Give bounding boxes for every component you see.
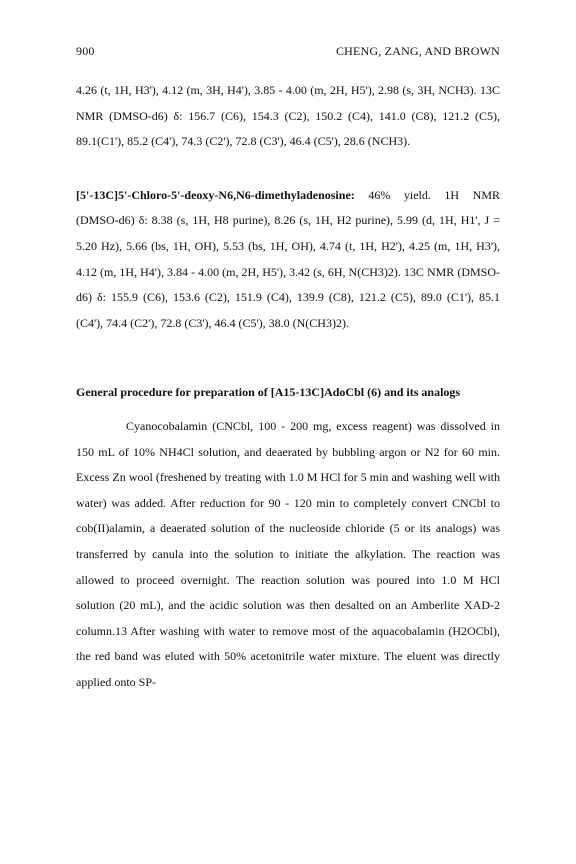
nmr-data-continued xyxy=(76,78,500,155)
running-head xyxy=(76,44,500,62)
page-number: 900 xyxy=(76,44,95,58)
paragraph-text: 4.26 (t, 1H, H3'), 4.12 (m, 3H, H4'), 3.85 - 4.00 (m, 2H, H5'), 2.98 (s, 3H, NCH3). 13C NMR (DMSO-d6) δ: 156.7 (C6), 154.3 (C2), 150.2 (C4), 141.0 (C8), 121.2 (C5), 89.1(C1'), 85.2 (C4'), 74.3 (C2'), 72.8 (C3'), 46.4 (C5'), 28.6 (NCH3). xyxy=(76,83,500,149)
procedure-text: Cyanocobalamin (CNCbl, 100 - 200 mg, excess reagent) was dissolved in 150 mL of 10% NH4Cl solution, and deaerated by bubbling argon or N2 for 60 min. Excess Zn wool (freshened by treating with 1.0 M HCl for 5 min and washing well with water) was added. After reduction for 90 - 120 min to completely convert CNCbl to cob(II)alamin, a deaerated solution of the nucleoside chloride (5 or its analogs) was transferred by canula into the solution to initiate the alkylation. The reaction was allowed to proceed overnight. The reaction solution was poured into 1.0 M HCl solution (20 mL), and the acidic solution was then desalted on an Amberlite XAD-2 column.13 After washing with water to remove most of the aquacobalamin (H2OCbl), the red band was eluted with 50% acetonitrile water mixture. The eluent was directly applied onto SP- xyxy=(76,418,500,689)
document-page xyxy=(76,44,500,695)
section-heading: General procedure for preparation of [A15-13C]AdoCbl (6) and its analogs xyxy=(76,385,461,400)
compound-entry xyxy=(76,183,500,337)
compound-name: [5'-13C]5'-Chloro-5'-deoxy-N6,N6-dimethyladenosine: xyxy=(76,187,355,202)
running-title: CHENG, ZANG, AND BROWN xyxy=(335,44,500,58)
procedure-paragraph xyxy=(76,414,500,696)
compound-data: 46% yield. 1H NMR (DMSO-d6) δ: 8.38 (s, 1H, H8 purine), 8.26 (s, 1H, H2 purine), 5.99 (d, 1H, H1', J = 5.20 Hz), 5.66 (bs, 1H, OH), 5.53 (bs, 1H, OH), 4.74 (t, 1H, H2'), 4.25 (m, 1H, H3'), 4.12 (m, 1H, H4'), 3.84 - 4.00 (m, 2H, H5'), 3.42 (s, 6H, N(CH3)2). 13C NMR (DMSO-d6) δ: 155.9 (C6), 153.6 (C2), 151.9 (C4), 139.9 (C8), 121.2 (C5), 89.0 (C1'), 85.1 (C4'), 74.4 (C2'), 72.8 (C3'), 46.4 (C5'), 38.0 (N(CH3)2). xyxy=(76,187,500,330)
